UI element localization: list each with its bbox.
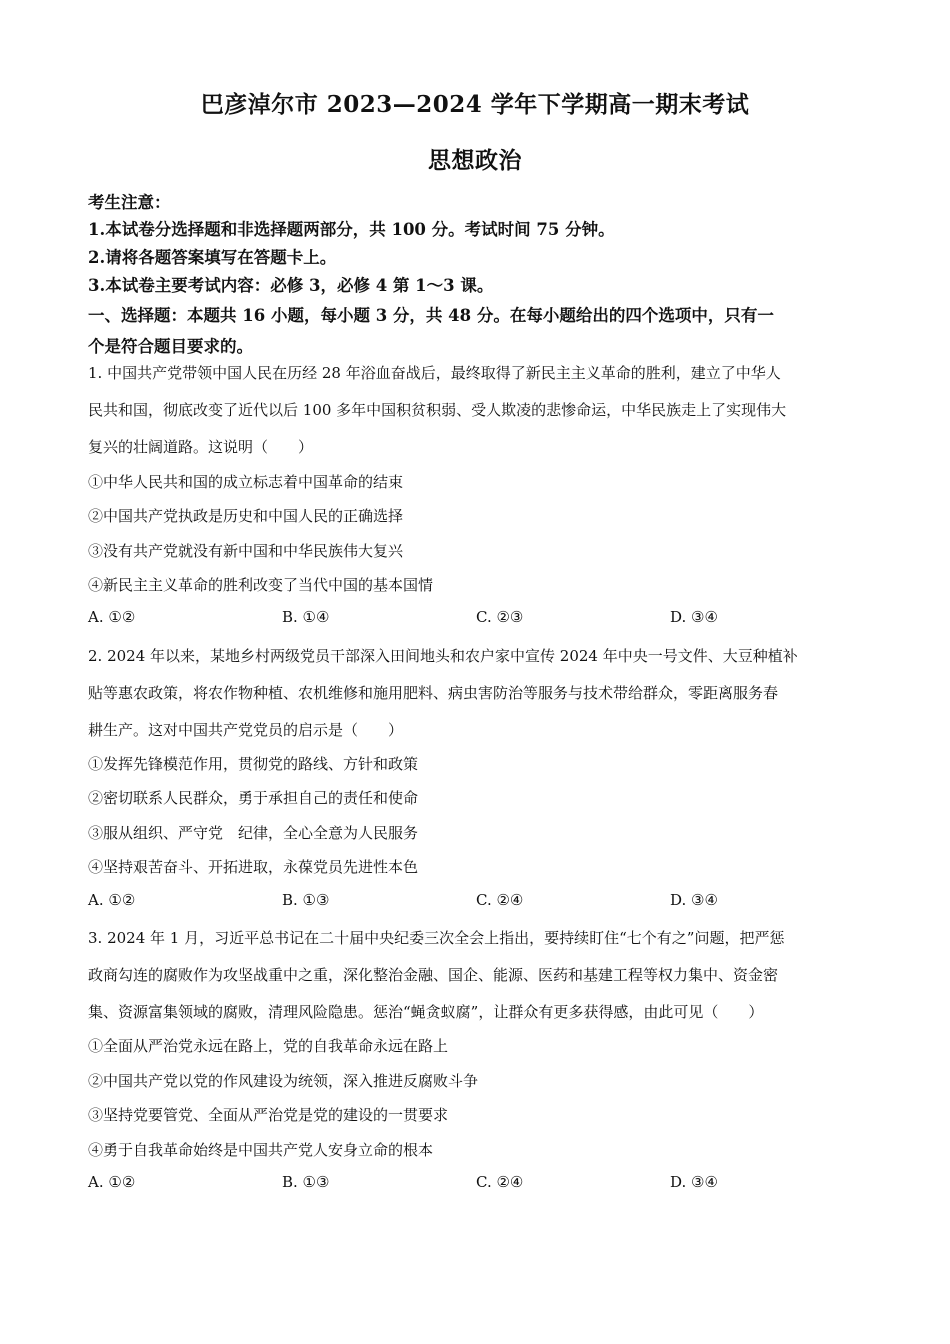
option-d: D. ③④: [670, 608, 718, 626]
section-heading-line: 个是符合题目要求的。: [88, 337, 253, 356]
option-a: A. ①②: [88, 608, 136, 626]
option-b: B. ①④: [282, 608, 330, 626]
question-2-stem: 耕生产。这对中国共产党党员的启示是（ ）: [88, 721, 404, 739]
question-1-options: [88, 608, 868, 630]
question-1-statement: ③没有共产党就没有新中国和中华民族伟大复兴: [88, 542, 404, 560]
question-1-statement: ④新民主主义革命的胜利改变了当代中国的基本国情: [88, 576, 434, 594]
question-3-stem: 3. 2024 年 1 月，习近平总书记在二十届中央纪委三次全会上指出，要持续盯住“七个有之”问题，把严惩: [88, 929, 785, 947]
notice-item: 1.本试卷分选择题和非选择题两部分，共 100 分。考试时间 75 分钟。: [88, 220, 615, 239]
section-heading-line: 一、选择题：本题共 16 小题，每小题 3 分，共 48 分。在每小题给出的四个选项中，只有一: [88, 306, 774, 325]
question-3-statement: ①全面从严治党永远在路上，党的自我革命永远在路上: [88, 1037, 449, 1055]
question-3-options: [88, 1173, 868, 1195]
question-1-statement: ①中华人民共和国的成立标志着中国革命的结束: [88, 473, 404, 491]
question-1-stem: 1. 中国共产党带领中国人民在历经 28 年浴血奋战后，最终取得了新民主主义革命的胜利，建立了中华人: [88, 364, 781, 382]
question-1-statement: ②中国共产党执政是历史和中国人民的正确选择: [88, 507, 404, 525]
question-2-statement: ④坚持艰苦奋斗、开拓进取，永葆党员先进性本色: [88, 858, 419, 876]
option-a: A. ①②: [88, 891, 136, 909]
question-3-statement: ④勇于自我革命始终是中国共产党人安身立命的根本: [88, 1141, 434, 1159]
notice-item: 2.请将各题答案填写在答题卡上。: [88, 248, 337, 267]
option-d: D. ③④: [670, 891, 718, 909]
question-2-statement: ①发挥先锋模范作用，贯彻党的路线、方针和政策: [88, 755, 419, 773]
exam-title: 巴彦淖尔市 2023—2024 学年下学期高一期末考试: [200, 91, 750, 118]
question-3-stem: 集、资源富集领域的腐败，清理风险隐患。惩治“蝇贪蚁腐”，让群众有更多获得感，由此可见（ ）: [88, 1003, 764, 1021]
question-1-stem: 民共和国，彻底改变了近代以后 100 多年中国积贫积弱、受人欺凌的悲惨命运，中华民族走上了实现伟大: [88, 401, 787, 419]
question-3-statement: ③坚持党要管党、全面从严治党是党的建设的一贯要求: [88, 1106, 449, 1124]
question-3-stem: 政商勾连的腐败作为攻坚战重中之重，深化整治金融、国企、能源、医药和基建工程等权力集中、资金密: [88, 966, 779, 984]
question-2-statement: ②密切联系人民群众，勇于承担自己的责任和使命: [88, 789, 419, 807]
notice-item: 3.本试卷主要考试内容：必修 3，必修 4 第 1～3 课。: [88, 276, 494, 295]
question-2-statement: ③服从组织、严守党 纪律，全心全意为人民服务: [88, 824, 419, 842]
question-2-stem: 2. 2024 年以来，某地乡村两级党员干部深入田间地头和农户家中宣传 2024 年中央一号文件、大豆种植补: [88, 647, 798, 665]
option-c: C. ②④: [476, 891, 524, 909]
notice-heading: 考生注意：: [88, 193, 171, 212]
question-1-stem: 复兴的壮阔道路。这说明（ ）: [88, 438, 314, 456]
option-d: D. ③④: [670, 1173, 718, 1191]
option-a: A. ①②: [88, 1173, 136, 1191]
option-b: B. ①③: [282, 1173, 330, 1191]
option-b: B. ①③: [282, 891, 330, 909]
subject-title: 思想政治: [428, 147, 522, 174]
question-2-options: [88, 891, 868, 913]
option-c: C. ②④: [476, 1173, 524, 1191]
question-2-stem: 贴等惠农政策，将农作物种植、农机维修和施用肥料、病虫害防治等服务与技术带给群众，零距离服务春: [88, 684, 779, 702]
question-3-statement: ②中国共产党以党的作风建设为统领，深入推进反腐败斗争: [88, 1072, 479, 1090]
option-c: C. ②③: [476, 608, 524, 626]
